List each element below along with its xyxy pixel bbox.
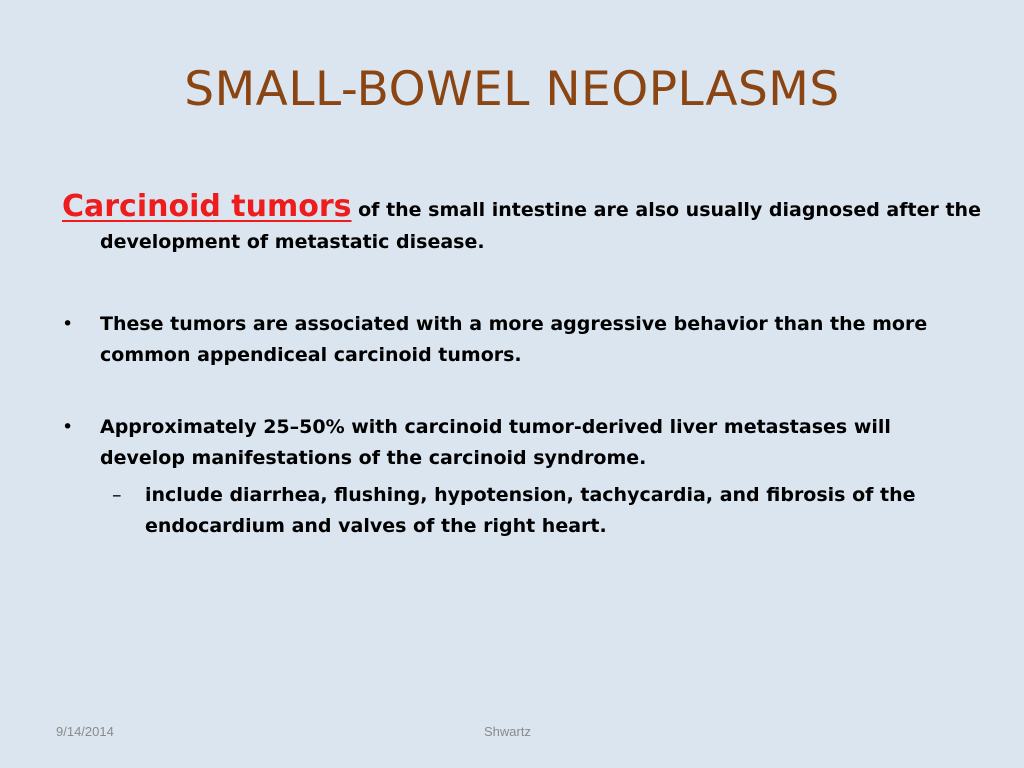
bullet-text: These tumors are associated with a more aggressive behavior than the more common appendiceal carcinoid tumors. xyxy=(100,313,928,366)
intro-text-line1: of the small intestine are also usually diagnosed after the xyxy=(351,199,981,221)
intro-paragraph xyxy=(62,190,982,257)
bullet-item xyxy=(62,309,932,371)
footer-date: 9/14/2014 xyxy=(56,724,114,739)
bullet-marker: • xyxy=(62,313,74,335)
footer-author: Shwartz xyxy=(484,724,531,739)
intro-text-line2: development of metastatic disease. xyxy=(100,231,485,253)
bullet-item xyxy=(62,412,932,474)
slide-title: SMALL-BOWEL NEOPLASMS xyxy=(184,62,840,117)
sub-bullet-item xyxy=(112,480,932,542)
sub-bullet-marker: – xyxy=(112,484,122,506)
bullet-marker: • xyxy=(62,416,74,438)
bullet-text: Approximately 25–50% with carcinoid tumor-derived liver metastases will develop manifestations of the carcinoid syndrome. xyxy=(100,416,891,469)
intro-highlight: Carcinoid tumors xyxy=(62,189,352,224)
sub-bullet-text: include diarrhea, flushing, hypotension, tachycardia, and fibrosis of the endocardium and valves of the right heart. xyxy=(145,484,916,537)
